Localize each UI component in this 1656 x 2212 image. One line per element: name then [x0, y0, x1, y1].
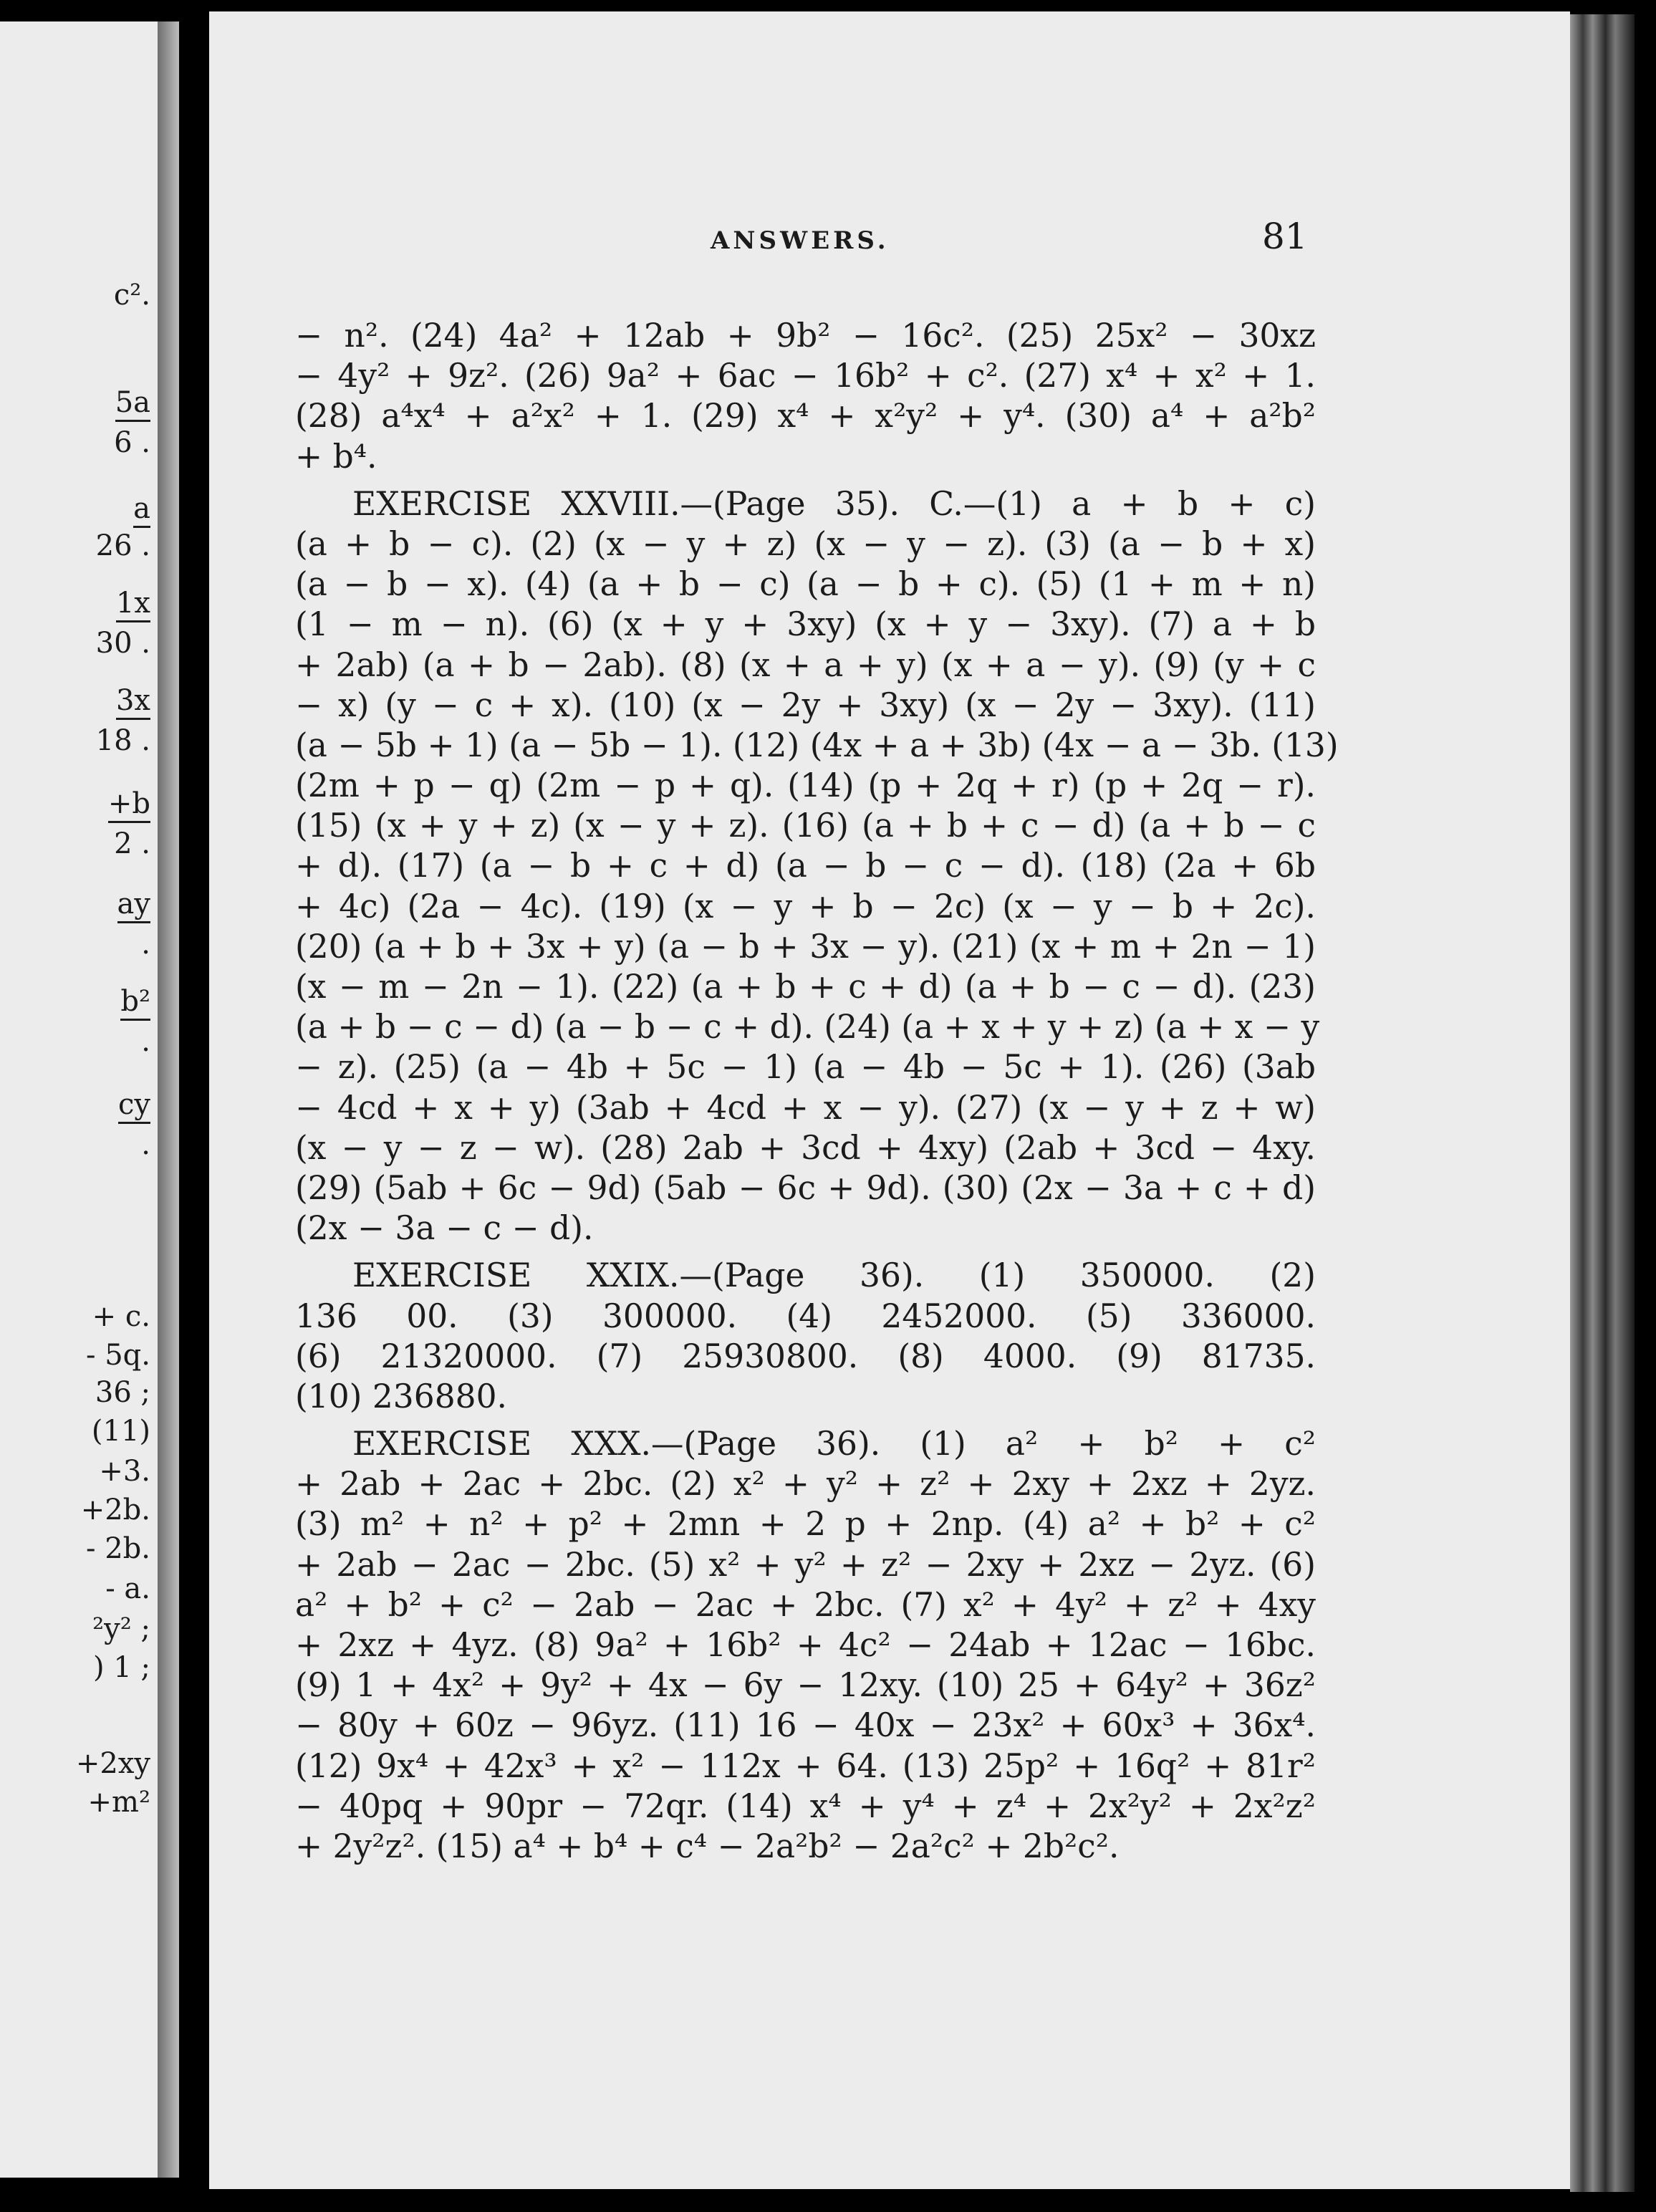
- left-page-fragment: c².: [113, 279, 150, 312]
- left-page-fragment: 2 .: [114, 827, 150, 860]
- answer-line: (a + b − c − d) (a − b − c + d). (24) (a + x + y + z) (a + x − y: [295, 1008, 1320, 1047]
- left-page-fragment: .: [141, 928, 150, 961]
- answer-line: (1 − m − n). (6) (x + y + 3xy) (x + y − 3xy). (7) a + b: [295, 605, 1316, 644]
- answer-line: + 4c) (2a − 4c). (19) (x − y + b − 2c) (x − y − b + 2c).: [295, 887, 1316, 925]
- left-page-fragment: - 5q.: [86, 1339, 150, 1372]
- left-page-fragment: cy: [118, 1089, 150, 1124]
- left-page-fragment: 1x: [116, 587, 150, 622]
- left-page-fragment: + c.: [92, 1300, 150, 1333]
- left-page-fragment: ) 1 ;: [93, 1651, 150, 1684]
- answer-line: − x) (y − c + x). (10) (x − 2y + 3xy) (x − 2y − 3xy). (11): [295, 686, 1316, 724]
- answer-line: − 80y + 60z − 96yz. (11) 16 − 40x − 23x² + 60x³ + 36x⁴.: [295, 1706, 1316, 1745]
- answer-line: − n². (24) 4a² + 12ab + 9b² − 16c². (25) 25x² − 30xz: [295, 317, 1316, 355]
- answer-line: − 40pq + 90pr − 72qr. (14) x⁴ + y⁴ + z⁴ + 2x²y² + 2x²z²: [295, 1787, 1316, 1825]
- left-page-fragment: 6 .: [114, 426, 150, 459]
- exercise-heading: EXERCISE XXIX.—(Page 36). (1) 350000. (2): [352, 1256, 1316, 1295]
- left-page-fragment: 30 .: [95, 627, 150, 660]
- answer-line: + 2ab) (a + b − 2ab). (8) (x + a + y) (x + a − y). (9) (y + c: [295, 645, 1316, 684]
- left-page-fragment: ²y² ;: [92, 1612, 150, 1645]
- answer-line: + 2y²z². (15) a⁴ + b⁴ + c⁴ − 2a²b² − 2a²c² + 2b²c².: [295, 1827, 1120, 1865]
- left-page-fragment: +2xy: [75, 1747, 150, 1780]
- exercise-heading: EXERCISE XXVIII.—(Page 35). C.—(1) a + b + c): [352, 484, 1316, 523]
- answer-line: (2x − 3a − c − d).: [295, 1209, 594, 1248]
- section-spacer: [295, 1417, 1316, 1424]
- answer-line: (2m + p − q) (2m − p + q). (14) (p + 2q + r) (p + 2q − r).: [295, 766, 1316, 805]
- left-page-fragment: 3x: [116, 685, 150, 720]
- answer-line: + 2ab − 2ac − 2bc. (5) x² + y² + z² − 2xy + 2xz − 2yz. (6): [295, 1545, 1316, 1584]
- answer-line: (x − y − z − w). (28) 2ab + 3cd + 4xy) (2ab + 3cd − 4xy.: [295, 1128, 1316, 1167]
- answer-line: (a − 5b + 1) (a − 5b − 1). (12) (4x + a + 3b) (4x − a − 3b. (13): [295, 726, 1339, 764]
- left-page-fragment: .: [141, 1128, 150, 1161]
- answer-line: (29) (5ab + 6c − 9d) (5ab − 6c + 9d). (30) (2x − 3a + c + d): [295, 1168, 1316, 1207]
- left-page-fragment: +m²: [87, 1786, 150, 1819]
- left-page-fragment: 36 ;: [95, 1376, 150, 1409]
- left-page-fragment: .: [141, 1025, 150, 1058]
- answer-line: − 4cd + x + y) (3ab + 4cd + x − y). (27) (x − y + z + w): [295, 1088, 1316, 1127]
- left-page-fragment: +3.: [99, 1455, 150, 1488]
- answer-line: (a + b − c). (2) (x − y + z) (x − y − z). (3) (a − b + x): [295, 524, 1316, 563]
- running-head: ANSWERS.: [711, 226, 890, 255]
- book-gutter: [158, 21, 179, 2178]
- left-page-fragment: 5a: [115, 387, 150, 422]
- answer-line: (a − b − x). (4) (a + b − c) (a − b + c). (5) (1 + m + n): [295, 565, 1316, 604]
- left-page-fragment: - 2b.: [86, 1532, 150, 1565]
- answer-line: − 4y² + 9z². (26) 9a² + 6ac − 16b² + c². (27) x⁴ + x² + 1.: [295, 357, 1316, 395]
- left-page-fragment: +2b.: [80, 1494, 150, 1526]
- answer-line: 136 00. (3) 300000. (4) 2452000. (5) 336000.: [295, 1297, 1316, 1335]
- answer-section-exercise-xxviii: [295, 484, 1339, 1249]
- section-spacer: [295, 1249, 1316, 1256]
- answer-line: (15) (x + y + z) (x − y + z). (16) (a + b + c − d) (a + b − c: [295, 807, 1316, 845]
- page-number: 81: [1262, 216, 1308, 257]
- previous-page: [0, 21, 158, 2178]
- left-page-fragment: 26 .: [95, 529, 150, 562]
- answer-section-exercise-xxix: [295, 1256, 1316, 1417]
- answer-line: − z). (25) (a − 4b + 5c − 1) (a − 4b − 5c + 1). (26) (3ab: [295, 1048, 1316, 1087]
- left-page-fragment: ay: [117, 888, 150, 923]
- answer-line: (12) 9x⁴ + 42x³ + x² − 112x + 64. (13) 25p² + 16q² + 81r²: [295, 1746, 1316, 1785]
- page-edges: [1570, 14, 1635, 2192]
- answer-line: + 2ab + 2ac + 2bc. (2) x² + y² + z² + 2xy + 2xz + 2yz.: [295, 1465, 1316, 1504]
- answer-line: (28) a⁴x⁴ + a²x² + 1. (29) x⁴ + x²y² + y⁴. (30) a⁴ + a²b²: [295, 397, 1316, 436]
- answer-line: + b⁴.: [295, 437, 377, 476]
- left-page-fragment: +b: [108, 788, 150, 823]
- answer-section-exercise-xxvii-tail: [295, 316, 1316, 477]
- left-page-fragment: 18 .: [95, 724, 150, 757]
- answer-line: (9) 1 + 4x² + 9y² + 4x − 6y − 12xy. (10) 25 + 64y² + 36z²: [295, 1666, 1316, 1705]
- left-page-fragment: - a.: [105, 1572, 150, 1605]
- answer-line: (20) (a + b + 3x + y) (a − b + 3x − y). (21) (x + m + 2n − 1): [295, 927, 1316, 966]
- answer-line: + 2xz + 4yz. (8) 9a² + 16b² + 4c² − 24ab + 12ac − 16bc.: [295, 1626, 1316, 1664]
- answer-line: (10) 236880.: [295, 1377, 508, 1415]
- answers-body: [295, 316, 1339, 1867]
- section-spacer: [295, 477, 1316, 484]
- answer-line: (6) 21320000. (7) 25930800. (8) 4000. (9) 81735.: [295, 1337, 1316, 1375]
- answer-line: (3) m² + n² + p² + 2mn + 2 p + 2np. (4) a² + b² + c²: [295, 1505, 1316, 1544]
- exercise-heading: EXERCISE XXX.—(Page 36). (1) a² + b² + c²: [352, 1425, 1316, 1463]
- answers-page: [209, 11, 1570, 2189]
- left-page-fragment: (11): [91, 1415, 150, 1448]
- left-page-fragment: a: [133, 493, 150, 528]
- answer-line: a² + b² + c² − 2ab − 2ac + 2bc. (7) x² + 4y² + z² + 4xy: [295, 1585, 1316, 1624]
- left-page-fragment: b²: [120, 986, 150, 1021]
- answer-section-exercise-xxx: [295, 1424, 1316, 1867]
- answer-line: + d). (17) (a − b + c + d) (a − b − c − d). (18) (2a + 6b: [295, 847, 1316, 885]
- answer-line: (x − m − 2n − 1). (22) (a + b + c + d) (a + b − c − d). (23): [295, 968, 1316, 1006]
